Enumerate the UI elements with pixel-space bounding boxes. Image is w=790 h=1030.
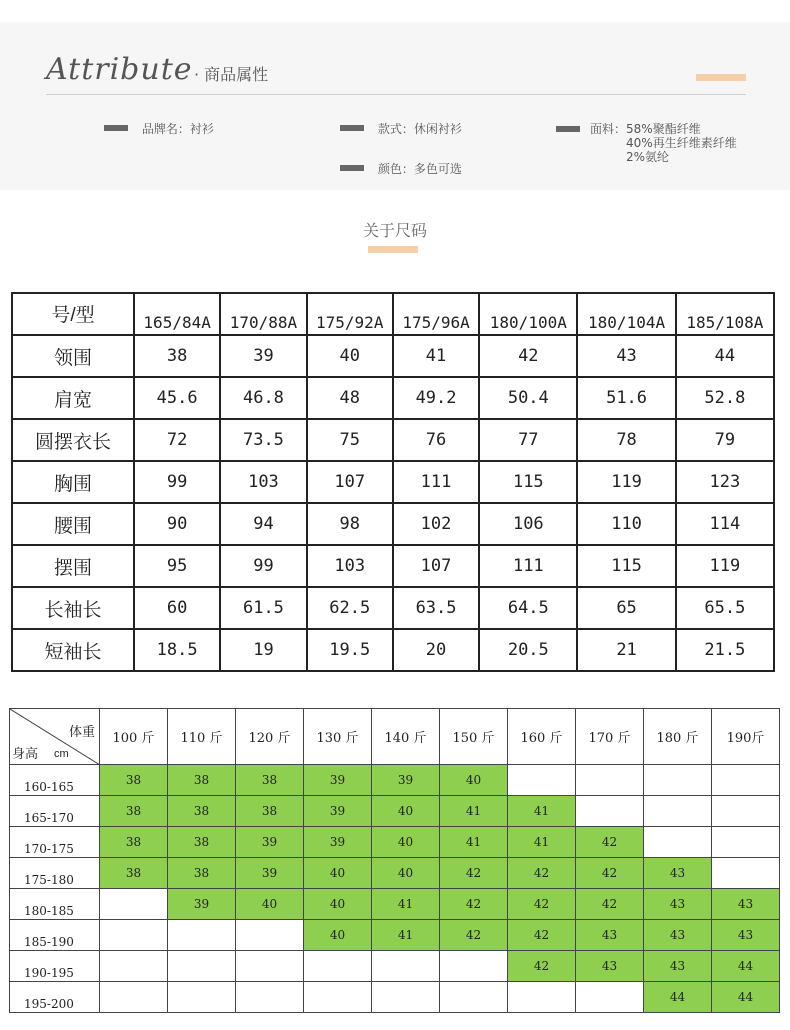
fit-cell: 42: [440, 858, 508, 889]
corner-weight-label: 体重: [68, 724, 95, 739]
size-cell: 50.4: [479, 377, 577, 419]
size-cell: 90: [134, 503, 220, 545]
size-cell: 20.5: [479, 629, 577, 671]
size-cell: 123: [676, 461, 774, 503]
size-cell: 75: [307, 419, 393, 461]
height-row-label: 160-165: [10, 765, 100, 796]
fit-cell: [576, 796, 644, 827]
size-row-label: 摆围: [12, 545, 134, 587]
fit-cell: 40: [304, 920, 372, 951]
fit-cell: 43: [644, 858, 712, 889]
size-cell: 21.5: [676, 629, 774, 671]
table-row: [10, 982, 780, 1013]
fit-cell: [236, 951, 304, 982]
table-row: [12, 587, 774, 629]
size-cell: 76: [393, 419, 479, 461]
size-cell: 43: [577, 335, 675, 377]
fit-cell: 38: [100, 765, 168, 796]
fit-cell: 40: [372, 827, 440, 858]
fit-cell: 41: [440, 796, 508, 827]
size-section-title: 关于尺码: [362, 221, 427, 240]
table-row: [10, 920, 780, 951]
size-cell: 39: [220, 335, 306, 377]
table-row: [10, 796, 780, 827]
size-cell: 78: [577, 419, 675, 461]
table-row: [12, 419, 774, 461]
fit-cell: [712, 796, 780, 827]
attribute-color: 颜色：多色可选: [340, 162, 462, 176]
fit-table: [9, 708, 780, 1013]
size-cell: 99: [134, 461, 220, 503]
bullet-bar-icon: [340, 165, 364, 171]
weight-column-header: 130 斤: [304, 709, 372, 765]
size-cell: 102: [393, 503, 479, 545]
fit-cell: 39: [304, 765, 372, 796]
size-cell: 95: [134, 545, 220, 587]
corner-height-label: 身高: [12, 746, 39, 761]
size-row-label: 腰围: [12, 503, 134, 545]
size-cell: 77: [479, 419, 577, 461]
size-cell: 65: [577, 587, 675, 629]
fit-cell: 42: [576, 827, 644, 858]
size-row-label: 领围: [12, 335, 134, 377]
fit-cell: 38: [168, 827, 236, 858]
fit-cell: 38: [100, 827, 168, 858]
table-row: [10, 765, 780, 796]
attribute-logo: Attribute: [46, 52, 193, 87]
fit-cell: 42: [440, 920, 508, 951]
fit-cell: 44: [644, 982, 712, 1013]
fit-cell: 38: [100, 858, 168, 889]
fit-cell: 43: [712, 889, 780, 920]
size-row-label: 短袖长: [12, 629, 134, 671]
fit-cell: 43: [644, 951, 712, 982]
size-accent-bar: [368, 246, 418, 253]
size-cell: 21: [577, 629, 675, 671]
fit-cell: [100, 982, 168, 1013]
fit-cell: [372, 951, 440, 982]
fit-cell: [440, 951, 508, 982]
size-cell: 19.5: [307, 629, 393, 671]
weight-column-header: 120 斤: [236, 709, 304, 765]
fit-cell: 42: [576, 889, 644, 920]
size-cell: 51.6: [577, 377, 675, 419]
bullet-bar-icon: [104, 125, 128, 131]
size-cell: 110: [577, 503, 675, 545]
fit-cell: 39: [168, 889, 236, 920]
fit-cell: 38: [236, 796, 304, 827]
size-cell: 98: [307, 503, 393, 545]
fit-cell: 42: [576, 858, 644, 889]
weight-column-header: 170 斤: [576, 709, 644, 765]
table-row: [12, 629, 774, 671]
fit-cell: 41: [372, 920, 440, 951]
height-row-label: 195-200: [10, 982, 100, 1013]
table-row: [12, 377, 774, 419]
size-cell: 40: [307, 335, 393, 377]
fabric-line: 40%再生纤维素纤维: [626, 136, 737, 150]
size-cell: 64.5: [479, 587, 577, 629]
fabric-line: 2%氨纶: [626, 150, 670, 164]
table-row: [12, 461, 774, 503]
size-column-header: 180/104A: [577, 293, 675, 335]
fit-cell: [712, 858, 780, 889]
fit-cell: [644, 796, 712, 827]
size-column-header: 185/108A: [676, 293, 774, 335]
size-cell: 19: [220, 629, 306, 671]
size-column-header: 165/84A: [134, 293, 220, 335]
height-row-label: 190-195: [10, 951, 100, 982]
size-cell: 107: [393, 545, 479, 587]
fit-cell: 40: [372, 796, 440, 827]
size-row-label: 长袖长: [12, 587, 134, 629]
fit-cell: [100, 889, 168, 920]
size-cell: 62.5: [307, 587, 393, 629]
attribute-fabric: 面料： 58%聚酯纤维 40%再生纤维素纤维 2%氨纶: [556, 122, 737, 164]
fit-cell: [576, 765, 644, 796]
table-row: [10, 951, 780, 982]
fabric-line: 58%聚酯纤维: [626, 122, 701, 136]
fit-cell: [100, 951, 168, 982]
weight-column-header: 110 斤: [168, 709, 236, 765]
fit-cell: [168, 951, 236, 982]
size-row-label: 肩宽: [12, 377, 134, 419]
fit-cell: [712, 765, 780, 796]
size-cell: 94: [220, 503, 306, 545]
fit-cell: 39: [236, 827, 304, 858]
size-column-header: 170/88A: [220, 293, 306, 335]
corner-unit-label: cm: [54, 748, 69, 760]
weight-column-header: 190斤: [712, 709, 780, 765]
fit-table-header: [10, 709, 780, 765]
fit-cell: [100, 920, 168, 951]
fit-cell: 38: [168, 765, 236, 796]
fit-cell: 42: [440, 889, 508, 920]
attribute-subtitle: · 商品属性: [194, 65, 269, 84]
fit-cell: [644, 765, 712, 796]
size-row-label: 圆摆衣长: [12, 419, 134, 461]
size-table-header: [12, 293, 774, 335]
size-cell: 41: [393, 335, 479, 377]
size-cell: 99: [220, 545, 306, 587]
fit-cell: 40: [304, 889, 372, 920]
size-cell: 107: [307, 461, 393, 503]
size-cell: 111: [479, 545, 577, 587]
weight-column-header: 160 斤: [508, 709, 576, 765]
size-cell: 63.5: [393, 587, 479, 629]
fit-cell: [304, 951, 372, 982]
size-header-label: 号/型: [12, 293, 134, 335]
size-cell: 38: [134, 335, 220, 377]
height-row-label: 185-190: [10, 920, 100, 951]
size-cell: 119: [577, 461, 675, 503]
fit-cell: 41: [508, 827, 576, 858]
fit-cell: 39: [304, 827, 372, 858]
fit-cell: 40: [372, 858, 440, 889]
size-cell: 60: [134, 587, 220, 629]
height-row-label: 170-175: [10, 827, 100, 858]
fit-cell: 39: [236, 858, 304, 889]
fit-cell: 41: [508, 796, 576, 827]
fit-cell: 38: [168, 796, 236, 827]
fit-cell: [508, 982, 576, 1013]
fit-cell: 39: [372, 765, 440, 796]
size-cell: 45.6: [134, 377, 220, 419]
table-row: [10, 889, 780, 920]
size-cell: 103: [307, 545, 393, 587]
size-cell: 106: [479, 503, 577, 545]
fit-cell: 42: [508, 920, 576, 951]
size-column-header: 175/96A: [393, 293, 479, 335]
attribute-accent-bar: [696, 74, 746, 81]
size-cell: 119: [676, 545, 774, 587]
height-row-label: 180-185: [10, 889, 100, 920]
bullet-bar-icon: [556, 126, 580, 132]
size-cell: 61.5: [220, 587, 306, 629]
fit-cell: [508, 765, 576, 796]
size-cell: 115: [479, 461, 577, 503]
size-cell: 115: [577, 545, 675, 587]
fit-table-corner: [10, 709, 100, 765]
height-row-label: 175-180: [10, 858, 100, 889]
fit-cell: 43: [644, 889, 712, 920]
fit-cell: 43: [644, 920, 712, 951]
table-row: [12, 503, 774, 545]
fit-cell: 41: [372, 889, 440, 920]
size-column-header: 180/100A: [479, 293, 577, 335]
fit-cell: 40: [440, 765, 508, 796]
size-table: [11, 292, 775, 672]
size-cell: 46.8: [220, 377, 306, 419]
size-cell: 79: [676, 419, 774, 461]
fit-cell: [440, 982, 508, 1013]
size-cell: 73.5: [220, 419, 306, 461]
fit-cell: 42: [508, 889, 576, 920]
size-cell: 20: [393, 629, 479, 671]
table-row: [12, 335, 774, 377]
fit-cell: [168, 982, 236, 1013]
fit-cell: 39: [304, 796, 372, 827]
size-cell: 42: [479, 335, 577, 377]
weight-column-header: 140 斤: [372, 709, 440, 765]
weight-column-header: 150 斤: [440, 709, 508, 765]
size-row-label: 胸围: [12, 461, 134, 503]
size-cell: 65.5: [676, 587, 774, 629]
attribute-divider: [46, 94, 746, 95]
fit-cell: 44: [712, 951, 780, 982]
weight-column-header: 180 斤: [644, 709, 712, 765]
size-cell: 49.2: [393, 377, 479, 419]
size-column-header: 175/92A: [307, 293, 393, 335]
size-cell: 114: [676, 503, 774, 545]
fit-cell: 41: [440, 827, 508, 858]
fit-cell: [168, 920, 236, 951]
fit-cell: [576, 982, 644, 1013]
table-row: [10, 858, 780, 889]
fit-cell: 44: [712, 982, 780, 1013]
size-cell: 111: [393, 461, 479, 503]
fit-cell: 43: [712, 920, 780, 951]
size-cell: 18.5: [134, 629, 220, 671]
size-cell: 48: [307, 377, 393, 419]
bullet-bar-icon: [340, 125, 364, 131]
fit-cell: 42: [508, 951, 576, 982]
table-row: [12, 545, 774, 587]
size-cell: 52.8: [676, 377, 774, 419]
height-row-label: 165-170: [10, 796, 100, 827]
fit-cell: 42: [508, 858, 576, 889]
table-row: [10, 827, 780, 858]
fit-cell: [236, 982, 304, 1013]
fit-cell: 38: [168, 858, 236, 889]
size-cell: 103: [220, 461, 306, 503]
fit-cell: 43: [576, 920, 644, 951]
size-cell: 44: [676, 335, 774, 377]
fit-cell: [644, 827, 712, 858]
attribute-brand: 品牌名：衬衫: [104, 122, 214, 136]
fit-cell: [372, 982, 440, 1013]
fit-cell: 40: [304, 858, 372, 889]
fit-cell: 43: [576, 951, 644, 982]
fit-cell: 38: [236, 765, 304, 796]
attribute-panel: [0, 22, 790, 190]
fit-cell: [712, 827, 780, 858]
fit-cell: [304, 982, 372, 1013]
fit-cell: [236, 920, 304, 951]
fit-cell: 40: [236, 889, 304, 920]
attribute-style: 款式：休闲衬衫: [340, 122, 462, 136]
size-cell: 72: [134, 419, 220, 461]
weight-column-header: 100 斤: [100, 709, 168, 765]
fit-cell: 38: [100, 796, 168, 827]
